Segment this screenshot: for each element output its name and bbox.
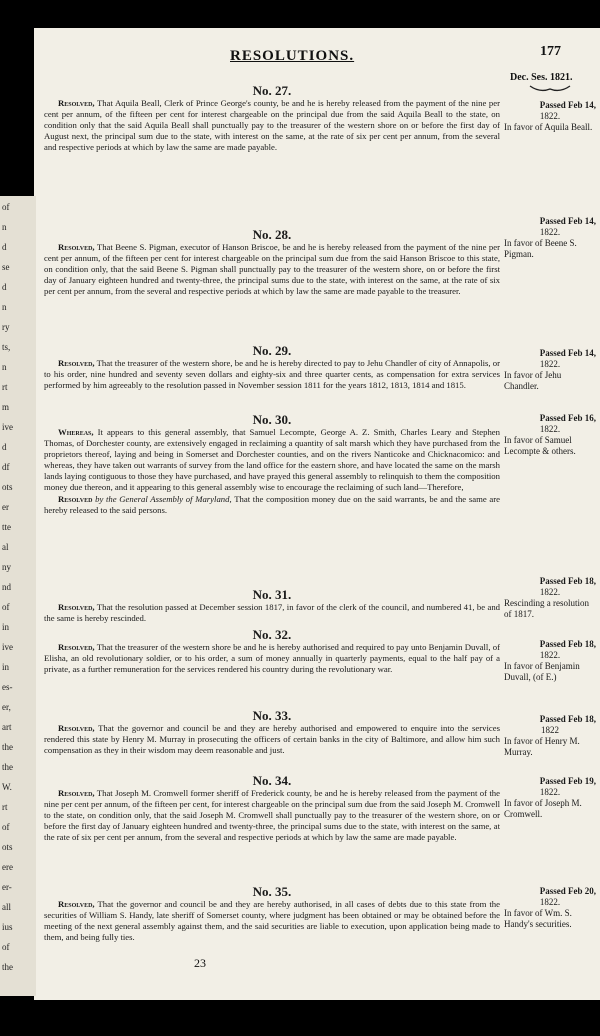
enacting-authority: by the General Assembly of Maryland, [95,493,232,504]
resolution-body: That the treasurer of the western shore be and he is hereby authorised and required to pay unto Benjamin Duvall, of Elisha, an old revolutionary soldier, or to his order, a sum of money annually in quarterly payments, equal to the half pay of a private, as a further remuneration for the services rendered his country during the revolutionary war. [44,642,501,675]
bleed-fragment: the [2,962,13,972]
bleed-fragment: er, [2,702,11,712]
in-favor-of: In favor of Henry M. Murray. [504,736,580,757]
bleed-fragment: ny [2,562,11,572]
passed-year: 1822. [539,587,561,597]
resolution-body: That the governor and council be and they are hereby authorised and empowered to enquire into the services rendered this state by Henry M. Murray in prosecuting the officers of certain banks in the city of Baltimore, and allow him such compensation as they in their wisdom may deem reasonable and just. [44,723,500,756]
resolution-body: That the treasurer of the western shore, be and he is hereby directed to pay to Jehu Chandler of city of Annapolis, or to his order, nine hundred and seventy seven dollars and eighty-six and three quarter cents, as compensation for extra services performed by him agreeably to the resolution passed in November session 1811 for the years 1812, 1813, 1814 and 1815. [44,358,501,391]
resolution-lead: Resolved, [58,242,95,252]
bleed-fragment: n [2,362,7,372]
in-favor-of: In favor of Joseph M. Cromwell. [504,798,582,819]
bleed-fragment: tte [2,522,11,532]
resolution-lead: Resolved, [58,723,95,733]
session-label: Dec. Ses. 1821. [510,72,573,83]
resolution-lead: Whereas, [58,427,94,437]
resolution-block [44,774,500,843]
marginal-note [504,639,596,683]
marginal-note [504,348,596,392]
bleed-fragment: n [2,222,7,232]
marginal-note [504,714,596,758]
bleed-fragment: ere [2,862,13,872]
resolution-text [44,642,500,675]
bleed-fragment: es- [2,682,13,692]
passed-year: 1822. [539,424,561,434]
resolution-lead: Resolved, [58,358,95,368]
bleed-fragment: ots [2,482,13,492]
bleed-fragment: of [2,602,10,612]
resolution-block [44,628,500,675]
resolution-body: That Aquila Beall, Clerk of Prince George's county, be and he is hereby released from the payment of the nine per cent per annum, of the fifteen per cent for interest chargeable on the principal due from the said Aquila Beall to the state, on condition only that the said Aquila Beall shall punctually pay to the treasurer of the western shore on or before the first day of August next, the principal sum due to the state, with interest on the same, at the rate of six per cent per annum, from the several and respective periods at which by law the same are made payable. [44,98,500,153]
bleed-fragment: of [2,202,10,212]
resolution-body: That Beene S. Pigman, executor of Hanson Briscoe, be and he is hereby released from the payment of the nine per cent per annum, of the fifteen per cent for interest chargeable on the principal sum due from the said Hanson Briscoe to this state, on condition only, that the said Beene S. Pigman shall punctually pay to the treasurer of the western shore, on or before the first day of January eighteen hundred and twenty-three, the principal sums due to the state, with interest on the same, at the rate of six per cent per annum, from the several and respective periods at which by law the same are made payable to the treasurer. [44,242,501,297]
passed-date: Passed Feb 18, [539,576,596,586]
passed-date: Passed Feb 18, [539,714,596,724]
bleed-fragment: W. [2,782,12,792]
resolution-text [44,358,500,391]
bleed-fragment: df [2,462,10,472]
bleed-fragment: d [2,282,7,292]
marginal-note [504,100,596,133]
resolution-lead: Resolved, [58,98,95,108]
resolution-lead: Resolved, [58,642,95,652]
in-favor-of: In favor of Jehu Chandler. [504,370,562,391]
bleed-fragment: the [2,762,13,772]
bleed-fragment: al [2,542,9,552]
facing-page-edge [0,196,36,996]
resolution-number: No. 31. [252,587,292,602]
bleed-fragment: n [2,302,7,312]
resolution-enacting-clause [44,494,500,516]
resolution-block [44,344,500,391]
resolution-block [44,885,500,943]
in-favor-of: In favor of Wm. S. Handy's securities. [504,908,572,929]
resolution-block [44,228,500,297]
bleed-fragment: in [2,662,10,672]
resolution-text [44,899,500,943]
bleed-fragment: nd [2,582,11,592]
passed-year: 1822. [539,227,561,237]
bleed-fragment: se [2,262,10,272]
resolution-body: That the resolution passed at December session 1817, in favor of the clerk of the council, and numbered 41, be and the same is hereby rescinded. [44,602,501,624]
resolution-text [44,788,500,843]
marginal-note [504,216,596,260]
resolution-text [44,723,500,756]
passed-year: 1822. [539,359,561,369]
passed-date: Passed Feb 14, [539,348,596,358]
marginal-note [504,776,596,820]
resolution-number: No. 35. [252,884,292,899]
resolution-body: That the governor and council be and they are hereby authorised, in all cases of debts due to this state from the securities of William S. Handy, late sheriff of Somerset county, where judgment has been obtained or may be obtained before the meeting of the next general assembly against them, and the said securities are liable to execution, upon application being made to them, and being fully ties. [44,899,500,943]
passed-year: 1822 [541,725,559,735]
passed-date: Passed Feb 19, [539,776,596,786]
in-favor-of: In favor of Beene S. Pigman. [504,238,577,259]
resolution-block [44,84,500,153]
passed-date: Passed Feb 20, [539,886,596,896]
resolution-number: No. 27. [252,83,292,98]
bleed-fragment: of [2,822,10,832]
passed-date: Passed Feb 18, [539,639,596,649]
bleed-fragment: ius [2,922,13,932]
passed-year: 1822. [539,787,561,797]
bleed-fragment: ry [2,322,10,332]
passed-year: 1822. [539,111,561,121]
in-favor-of: In favor of Samuel Lecompte & others. [504,435,576,456]
resolution-body: That Joseph M. Cromwell former sheriff of Frederick county, be and he is hereby released from the payment of the nine per cent per annum, of the fifteen per cent, for interest chargeable on the principal sum due from the said Joseph M. Cromwell to the state, on condition only, that the said Joseph M. Cromwell shall punctually pay to the treasurer of the western shore, on or before the first day of January eighteen hundred and twenty-three, the principal sums due to the state, with interest on the same, at the rate of six per cent per annum, from the several and respective periods at which by law the same are made payable. [44,788,501,843]
resolution-block [44,588,500,624]
passed-date: Passed Feb 14, [539,216,596,226]
signature-mark: 23 [194,956,206,970]
bleed-fragment: d [2,442,7,452]
bleed-fragment: er [2,502,9,512]
passed-year: 1822. [539,897,561,907]
resolution-block [44,413,500,516]
marginal-note [504,413,596,457]
resolution-text [44,602,500,624]
bleed-fragment: of [2,942,10,952]
resolution-number: No. 34. [252,773,292,788]
bleed-fragment: ive [2,642,13,652]
bleed-fragment: ots [2,842,13,852]
marginal-note [504,576,596,620]
resolution-lead: Resolved, [58,899,95,909]
bleed-fragment: in [2,622,10,632]
resolution-number: No. 32. [252,627,292,642]
passed-year: 1822. [539,650,561,660]
passed-date: Passed Feb 14, [539,100,596,110]
paper-sheet [34,28,600,1000]
resolution-number: No. 30. [252,412,292,427]
in-favor-of: In favor of Aquila Beall. [504,122,593,132]
bleed-fragment: rt [2,802,8,812]
resolution-body: It appears to this general assembly, that Samuel Lecompte, George A. Z. Smith, Charles Leary and Stephen Thomas, of Dorchester county, are extensively engaged in reclaiming a quantity of salt marsh which they have purchased from the proprietors thereof, laying and being in Somerset and Dorchester counties, and on the rivers Nanticoke and Chicknacomico: and whereas, they have taken out warrants of survey from the land office for the eastern shore, and have located the same on the marsh lands laying contiguous to those they have purchased, and have prayed this general assembly to relinquish to them the composition money due thereon, and it appearing to this general assembly wise to encourage the reclaiming of such land—Therefore, [44,427,501,493]
bleed-fragment: d [2,242,7,252]
enacting-lead: Resolved [58,493,93,504]
bleed-fragment: the [2,742,13,752]
resolution-lead: Resolved, [58,602,95,612]
enacting-body: That the composition money due on the said warrants, be and the same are hereby released to the said persons. [44,493,500,515]
passed-date: Passed Feb 16, [539,413,596,423]
resolution-block [44,709,500,756]
running-head: RESOLUTIONS. [230,48,355,64]
in-favor-of: Rescinding a resolution of 1817. [504,598,589,619]
resolution-lead: Resolved, [58,788,95,798]
bleed-fragment: all [2,902,11,912]
resolution-text [44,98,500,153]
bleed-fragment: ts, [2,342,11,352]
resolution-number: No. 33. [252,708,292,723]
in-favor-of: In favor of Benjamin Duvall, (of E.) [504,661,580,682]
bleed-fragment: ive [2,422,13,432]
resolution-text [44,242,500,297]
resolution-number: No. 28. [252,227,292,242]
bleed-fragment: er- [2,882,12,892]
resolution-number: No. 29. [252,343,292,358]
brace-mark [528,84,572,94]
bleed-fragment: rt [2,382,8,392]
bleed-fragment: m [2,402,10,412]
bleed-fragment: art [2,722,12,732]
resolution-text [44,427,500,494]
marginal-note [504,886,596,930]
page-number: 177 [540,44,561,59]
